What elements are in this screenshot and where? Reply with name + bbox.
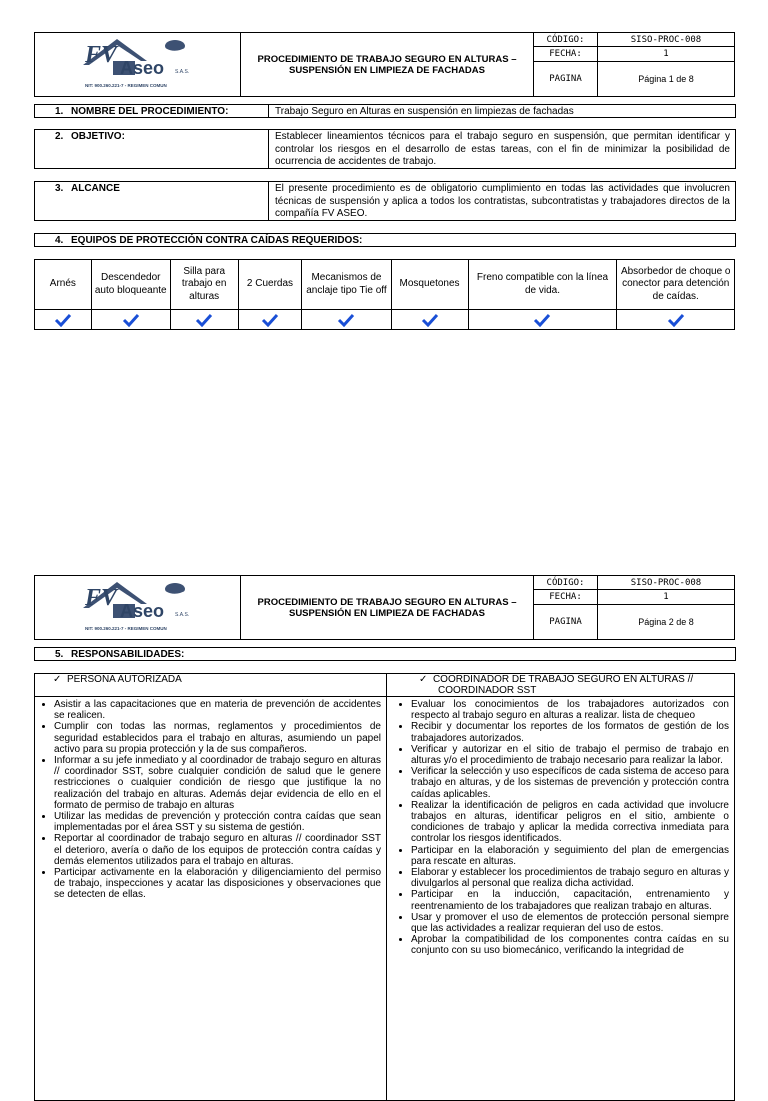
equipment-name: 2 Cuerdas <box>238 260 302 310</box>
checkmark-icon <box>337 313 355 327</box>
checkmark-icon <box>533 313 551 327</box>
equipment-name: Descendedor auto bloqueante <box>91 260 170 310</box>
left-responsibility-list <box>36 699 385 901</box>
fecha-label: FECHA: <box>534 47 598 62</box>
check-cell <box>91 310 170 330</box>
checkmark-icon <box>261 313 279 327</box>
list-item: • Realizar la identificación de peligros en cada actividad que involucre trabajos en alturas, identificar peligros en el sitio, ambiente o condiciones de trabajo y aplicar la medida correctiva inmediata para controlar los riesgos identificados. <box>411 800 729 845</box>
list-item: • Verificar y autorizar en el sitio de trabajo el permiso de trabajo en alturas y/o el procedimiento de trabajo necesario para realizar la labor. <box>411 744 729 766</box>
section-number: 4. <box>55 235 64 246</box>
section-text: Trabajo Seguro en Alturas en suspensión en limpiezas de fachadas <box>275 106 574 117</box>
page2-header <box>34 575 735 640</box>
check-cell <box>468 310 617 330</box>
fecha-label: FECHA: <box>534 590 598 605</box>
list-item: • Informar a su jefe inmediato y al coordinador de trabajo seguro en alturas // coordinador SST, sobre cualquier condición de salud que le genere restricciones o cualquier condición de riesgo que justifique la no realización del trabajo en alturas. Además dejar evidencia de ello en el formato de permiso de trabajo en alturas <box>54 755 381 811</box>
left-column-body <box>35 697 387 1101</box>
responsibilities-body-row <box>35 697 735 1101</box>
responsibilities-table <box>34 673 735 1101</box>
codigo-value: SISO-PROC-008 <box>598 576 735 590</box>
right-column-title <box>387 674 735 697</box>
logo-cell <box>35 576 241 640</box>
section-label: RESPONSABILIDADES: <box>71 649 185 660</box>
section-number: 2. <box>55 131 64 142</box>
section-objective <box>34 129 736 169</box>
checkmark-icon <box>195 313 213 327</box>
right-responsibility-list <box>393 699 733 957</box>
section-text: Establecer lineamientos técnicos para el trabajo seguro en suspensión, que permitan identificar y controlar los riesgos en el desarrollo de estas tareas, con el fin de minimizar la posibilidad de ocurrencia de accidentes de trabajo. <box>275 131 730 167</box>
logo-aseo-text: Aseo <box>120 601 165 621</box>
check-cell <box>35 310 92 330</box>
list-item: • Participar en la elaboración y seguimiento del plan de emergencias para rescate en alturas. <box>411 845 729 867</box>
company-logo <box>35 33 240 96</box>
check-cell <box>170 310 238 330</box>
section-number: 5. <box>55 649 64 660</box>
pagina-value: Página 2 de 8 <box>598 605 735 640</box>
equipment-table <box>34 259 735 330</box>
section-label: EQUIPOS DE PROTECCIÓN CONTRA CAÍDAS REQUERIDOS: <box>71 235 363 246</box>
list-item: • Elaborar y establecer los procedimientos de trabajo seguro en alturas y divulgarlos al personal que realiza dicha actividad. <box>411 867 729 889</box>
codigo-value: SISO-PROC-008 <box>598 33 735 47</box>
pagina-label: PAGINA <box>534 605 598 640</box>
section-procedure-name <box>34 104 736 118</box>
right-column-body <box>387 697 735 1101</box>
list-item: • Reportar al coordinador de trabajo seguro en alturas // coordinador SST el deterioro, avería o daño de los equipos de protección contra caídas y demás elementos utilizados para el trabajo en alturas. <box>54 833 381 867</box>
check-cell <box>238 310 302 330</box>
list-item: • Participar activamente en la elaboración y diligenciamiento del permiso de trabajo, inspecciones y acatar las disposiciones y observaciones que se detecten de ellas. <box>54 867 381 901</box>
document-title <box>241 576 534 640</box>
section-equipment <box>34 233 736 247</box>
fecha-value: 1 <box>598 47 735 62</box>
checkmark-icon <box>421 313 439 327</box>
list-item: • Verificar la selección y uso específicos de cada sistema de acceso para trabajo en alturas, y de los sistemas de prevención y protección contra caídas aplicables. <box>411 766 729 800</box>
checkmark-icon <box>667 313 685 327</box>
list-item: • Participar en la inducción, capacitación, entrenamiento y reentrenamiento de los trabajadores que realizan trabajo en alturas. <box>411 889 729 911</box>
equipment-name: Arnés <box>35 260 92 310</box>
section-label: ALCANCE <box>71 183 120 194</box>
left-column-title <box>35 674 387 697</box>
equipment-name: Mosquetones <box>391 260 468 310</box>
section-scope <box>34 181 736 221</box>
check-cell <box>302 310 391 330</box>
responsibilities-header-row <box>35 674 735 697</box>
check-cell <box>391 310 468 330</box>
codigo-label: CÓDIGO: <box>534 33 598 47</box>
list-item: • Recibir y documentar los reportes de los formatos de gestión de los trabajadores autorizados. <box>411 721 729 743</box>
checkmark-icon: ✓ <box>53 674 62 685</box>
checkmark-icon <box>122 313 140 327</box>
equipment-name: Mecanismos de anclaje tipo Tie off <box>302 260 391 310</box>
right-title-line-1: COORDINADOR DE TRABAJO SEGURO EN ALTURAS // <box>432 674 694 685</box>
section-text: El presente procedimiento es de obligatorio cumplimiento en todas las actividades que involucren técnicas de suspensión y aplica a todos los contratistas, subcontratistas y trabajadores directos de la compañía FV ASEO. <box>275 183 730 219</box>
section-number: 3. <box>55 183 64 194</box>
equipment-names-row <box>35 260 735 310</box>
document-title <box>241 33 534 97</box>
section-number: 1. <box>55 106 64 117</box>
logo-nit-text: NIT: 900.260.221-7 - REGIMEN COMUN <box>85 626 167 631</box>
section-responsibilities <box>34 647 736 661</box>
section-label: NOMBRE DEL PROCEDIMIENTO: <box>71 106 229 117</box>
pagina-value: Página 1 de 8 <box>598 62 735 97</box>
list-item: • Cumplir con todas las normas, reglamentos y procedimientos de seguridad establecidos para el trabajo en alturas, asumiendo un papel activo para su propia protección y la de sus compañeros. <box>54 721 381 755</box>
list-item: • Utilizar las medidas de prevención y protección contra caídas que sean implementadas por el área SST y su sistema de gestión. <box>54 811 381 833</box>
check-cell <box>617 310 735 330</box>
logo-cell <box>35 33 241 97</box>
equipment-name: Freno compatible con la línea de vida. <box>468 260 617 310</box>
left-title-text: PERSONA AUTORIZADA <box>66 674 182 685</box>
list-item: • Usar y promover el uso de elementos de protección personal siempre que las actividades a realizar requieran del uso de estos. <box>411 912 729 934</box>
checkmark-icon <box>54 313 72 327</box>
pagina-label: PAGINA <box>534 62 598 97</box>
section-label: OBJETIVO: <box>71 131 125 142</box>
equipment-checks-row <box>35 310 735 330</box>
equipment-name: Absorbedor de choque o conector para detención de caídas. <box>617 260 735 310</box>
logo-fv-text: FV <box>85 585 118 611</box>
logo-sas-text: S.A.S. <box>175 69 190 75</box>
list-item: • Asistir a las capacitaciones que en materia de prevención de accidentes se realicen. <box>54 699 381 721</box>
logo-sas-text: S.A.S. <box>175 612 190 618</box>
title-line-1: PROCEDIMIENTO DE TRABAJO SEGURO EN ALTURAS – <box>257 53 517 65</box>
logo-aseo-text: Aseo <box>120 58 165 78</box>
checkmark-icon: ✓ <box>419 674 428 685</box>
list-item: • Evaluar los conocimientos de los trabajadores autorizados con respecto al trabajo seguro en alturas a realizar. lista de chequeo <box>411 699 729 721</box>
logo-nit-text: NIT: 900.260.221-7 - REGIMEN COMUN <box>85 83 167 88</box>
codigo-label: CÓDIGO: <box>534 576 598 590</box>
company-logo <box>35 576 240 639</box>
equipment-name: Silla para trabajo en alturas <box>170 260 238 310</box>
page1-header <box>34 32 735 97</box>
title-line-1: PROCEDIMIENTO DE TRABAJO SEGURO EN ALTURAS – <box>257 596 517 608</box>
title-line-2: SUSPENSIÓN EN LIMPIEZA DE FACHADAS <box>288 607 485 619</box>
title-line-2: SUSPENSIÓN EN LIMPIEZA DE FACHADAS <box>288 64 485 76</box>
fecha-value: 1 <box>598 590 735 605</box>
right-title-line-2: COORDINADOR SST <box>438 685 537 696</box>
logo-fv-text: FV <box>85 42 118 68</box>
list-item: • Aprobar la compatibilidad de los componentes contra caídas en su conjunto con su uso biomecánico, verificando la integridad de <box>411 934 729 956</box>
